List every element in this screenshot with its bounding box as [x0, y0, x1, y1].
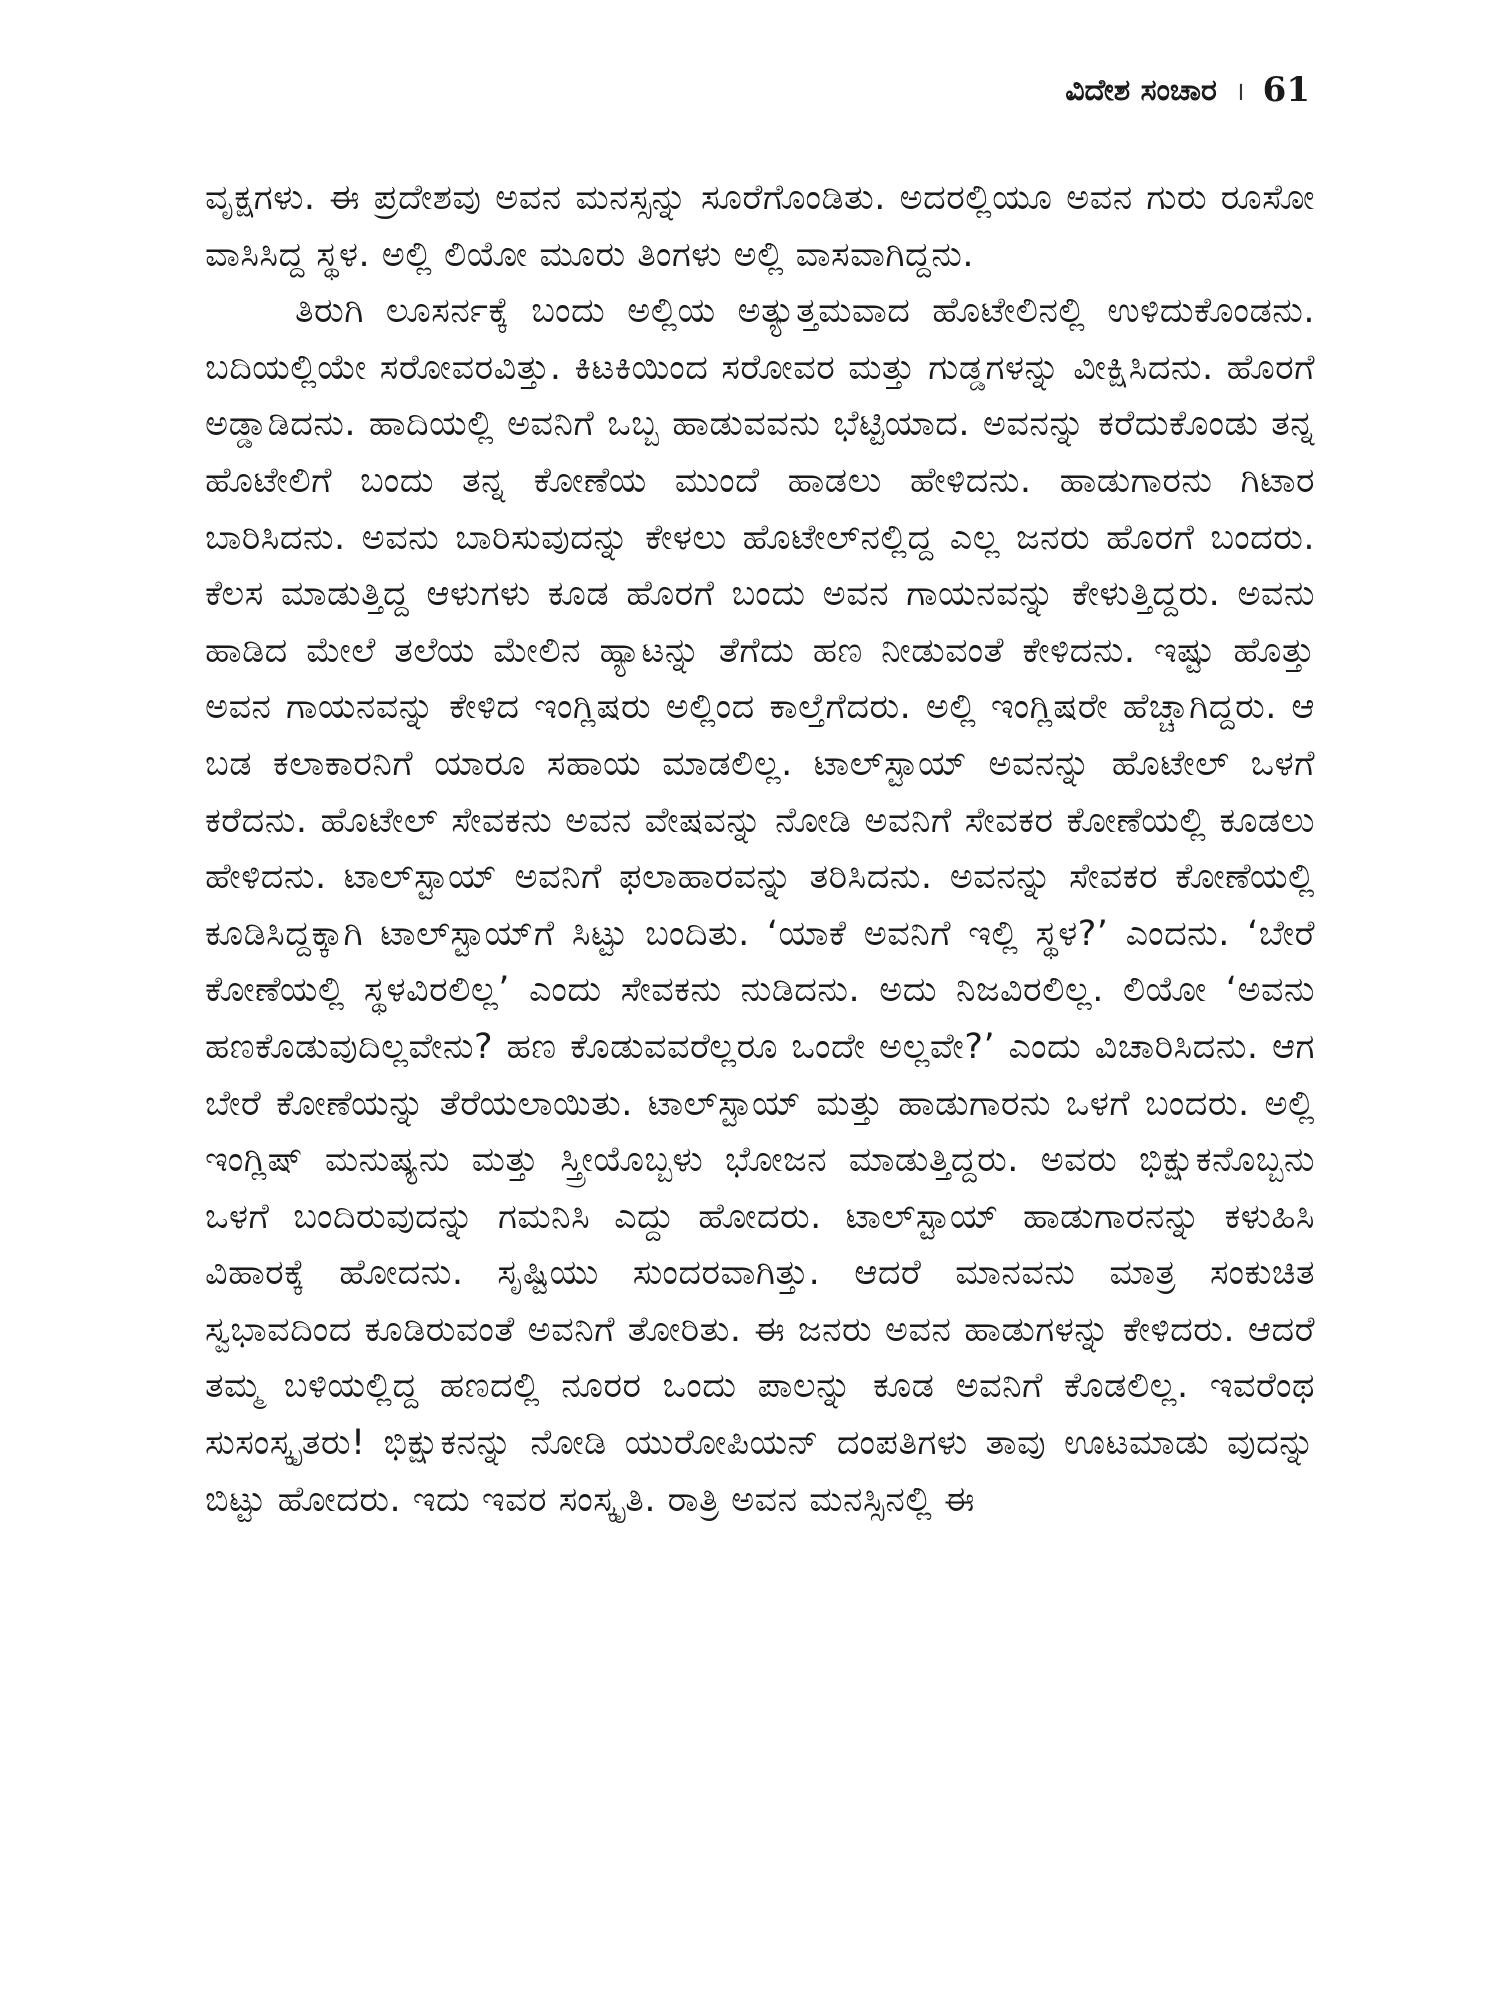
header-separator: ।	[1234, 77, 1245, 107]
page-body	[205, 170, 1315, 1528]
chapter-title: ವಿದೇಶ ಸಂಚಾರ	[1065, 72, 1217, 108]
paragraph-1: ವೃಕ್ಷಗಳು. ಈ ಪ್ರದೇಶವು ಅವನ ಮನಸ್ಸನ್ನು ಸೂರೆಗೊಂಡಿತು. ಅದರಲ್ಲಿಯೂ ಅವನ ಗುರು ರೂಸೋ ವಾಸಿಸಿದ್ದ ಸ್ಥಳ. ಅಲ್ಲಿ ಲಿಯೋ ಮೂರು ತಿಂಗಳು ಅಲ್ಲಿ ವಾಸವಾಗಿದ್ದನು.	[205, 178, 1315, 275]
page-number: 61	[1262, 70, 1310, 110]
running-header	[1065, 70, 1310, 110]
paragraph-2: ತಿರುಗಿ ಲೂಸರ್ನಕ್ಕೆ ಬಂದು ಅಲ್ಲಿಯ ಅತ್ಯುತ್ತಮವಾದ ಹೊಟೇಲಿನಲ್ಲಿ ಉಳಿದುಕೊಂಡನು. ಬದಿಯಲ್ಲಿಯೇ ಸರೋವರವಿತ್ತು. ಕಿಟಕಿಯಿಂದ ಸರೋವರ ಮತ್ತು ಗುಡ್ಡಗಳನ್ನು ವೀಕ್ಷಿಸಿದನು. ಹೊರಗೆ ಅಡ್ಡಾಡಿದನು. ಹಾದಿಯಲ್ಲಿ ಅವನಿಗೆ ಒಬ್ಬ ಹಾಡುವವನು ಭೆಟ್ಟಿಯಾದ. ಅವನನ್ನು ಕರೆದುಕೊಂಡು ತನ್ನ ಹೊಟೇಲಿಗೆ ಬಂದು ತನ್ನ ಕೋಣೆಯ ಮುಂದೆ ಹಾಡಲು ಹೇಳಿದನು. ಹಾಡುಗಾರನು ಗಿಟಾರ ಬಾರಿಸಿದನು. ಅವನು ಬಾರಿಸುವುದನ್ನು ಕೇಳಲು ಹೊಟೇಲ್‌ನಲ್ಲಿದ್ದ ಎಲ್ಲ ಜನರು ಹೊರಗೆ ಬಂದರು. ಕೆಲಸ ಮಾಡುತ್ತಿದ್ದ ಆಳುಗಳು ಕೂಡ ಹೊರಗೆ ಬಂದು ಅವನ ಗಾಯನವನ್ನು ಕೇಳುತ್ತಿದ್ದರು. ಅವನು ಹಾಡಿದ ಮೇಲೆ ತಲೆಯ ಮೇಲಿನ ಹ್ಯಾಟನ್ನು ತೆಗೆದು ಹಣ ನೀಡುವಂತೆ ಕೇಳಿದನು. ಇಷ್ಟು ಹೊತ್ತು ಅವನ ಗಾಯನವನ್ನು ಕೇಳಿದ ಇಂಗ್ಲಿಷರು ಅಲ್ಲಿಂದ ಕಾಲ್ತೆಗೆದರು. ಅಲ್ಲಿ ಇಂಗ್ಲಿಷರೇ ಹೆಚ್ಚಾಗಿದ್ದರು. ಆ ಬಡ ಕಲಾಕಾರನಿಗೆ ಯಾರೂ ಸಹಾಯ ಮಾಡಲಿಲ್ಲ. ಟಾಲ್‌ಸ್ಟಾಯ್ ಅವನನ್ನು ಹೊಟೇಲ್ ಒಳಗೆ ಕರೆದನು. ಹೊಟೇಲ್ ಸೇವಕನು ಅವನ ವೇಷವನ್ನು ನೋಡಿ ಅವನಿಗೆ ಸೇವಕರ ಕೋಣೆಯಲ್ಲಿ ಕೂಡಲು ಹೇಳಿದನು. ಟಾಲ್‌ಸ್ಟಾಯ್ ಅವನಿಗೆ ಫಲಾಹಾರವನ್ನು ತರಿಸಿದನು. ಅವನನ್ನು ಸೇವಕರ ಕೋಣೆಯಲ್ಲಿ ಕೂಡಿಸಿದ್ದಕ್ಕಾಗಿ ಟಾಲ್‌ಸ್ಟಾಯ್‌ಗೆ ಸಿಟ್ಟು ಬಂದಿತು. ‘ಯಾಕೆ ಅವನಿಗೆ ಇಲ್ಲಿ ಸ್ಥಳ?’ ಎಂದನು. ‘ಬೇರೆ ಕೋಣೆಯಲ್ಲಿ ಸ್ಥಳವಿರಲಿಲ್ಲ’ ಎಂದು ಸೇವಕನು ನುಡಿದನು. ಅದು ನಿಜವಿರಲಿಲ್ಲ. ಲಿಯೋ ‘ಅವನು ಹಣಕೊಡುವುದಿಲ್ಲವೇನು? ಹಣ ಕೊಡುವವರೆಲ್ಲರೂ ಒಂದೇ ಅಲ್ಲವೇ?’ ಎಂದು ವಿಚಾರಿಸಿದನು. ಆಗ ಬೇರೆ ಕೋಣೆಯನ್ನು ತೆರೆಯಲಾಯಿತು. ಟಾಲ್‌ಸ್ಟಾಯ್ ಮತ್ತು ಹಾಡುಗಾರನು ಒಳಗೆ ಬಂದರು. ಅಲ್ಲಿ ಇಂಗ್ಲಿಷ್ ಮನುಷ್ಯನು ಮತ್ತು ಸ್ತ್ರೀಯೊಬ್ಬಳು ಭೋಜನ ಮಾಡುತ್ತಿದ್ದರು. ಅವರು ಭಿಕ್ಷುಕನೊಬ್ಬನು ಒಳಗೆ ಬಂದಿರುವುದನ್ನು ಗಮನಿಸಿ ಎದ್ದು ಹೋದರು. ಟಾಲ್‌ಸ್ಟಾಯ್ ಹಾಡುಗಾರನನ್ನು ಕಳುಹಿಸಿ ವಿಹಾರಕ್ಕೆ ಹೋದನು. ಸೃಷ್ಟಿಯು ಸುಂದರವಾಗಿತ್ತು. ಆದರೆ ಮಾನವನು ಮಾತ್ರ ಸಂಕುಚಿತ ಸ್ವಭಾವದಿಂದ ಕೂಡಿರುವಂತೆ ಅವನಿಗೆ ತೋರಿತು. ಈ ಜನರು ಅವನ ಹಾಡುಗಳನ್ನು ಕೇಳಿದರು. ಆದರೆ ತಮ್ಮ ಬಳಿಯಲ್ಲಿದ್ದ ಹಣದಲ್ಲಿ ನೂರರ ಒಂದು ಪಾಲನ್ನು ಕೂಡ ಅವನಿಗೆ ಕೊಡಲಿಲ್ಲ. ಇವರೆಂಥ ಸುಸಂಸ್ಕೃತರು! ಭಿಕ್ಷುಕನನ್ನು ನೋಡಿ ಯುರೋಪಿಯನ್ ದಂಪತಿಗಳು ತಾವು ಊಟಮಾಡು ವುದನ್ನು ಬಿಟ್ಟು ಹೋದರು. ಇದು ಇವರ ಸಂಸ್ಕೃತಿ. ರಾತ್ರಿ ಅವನ ಮನಸ್ಸಿನಲ್ಲಿ ಈ	[205, 291, 1315, 1520]
